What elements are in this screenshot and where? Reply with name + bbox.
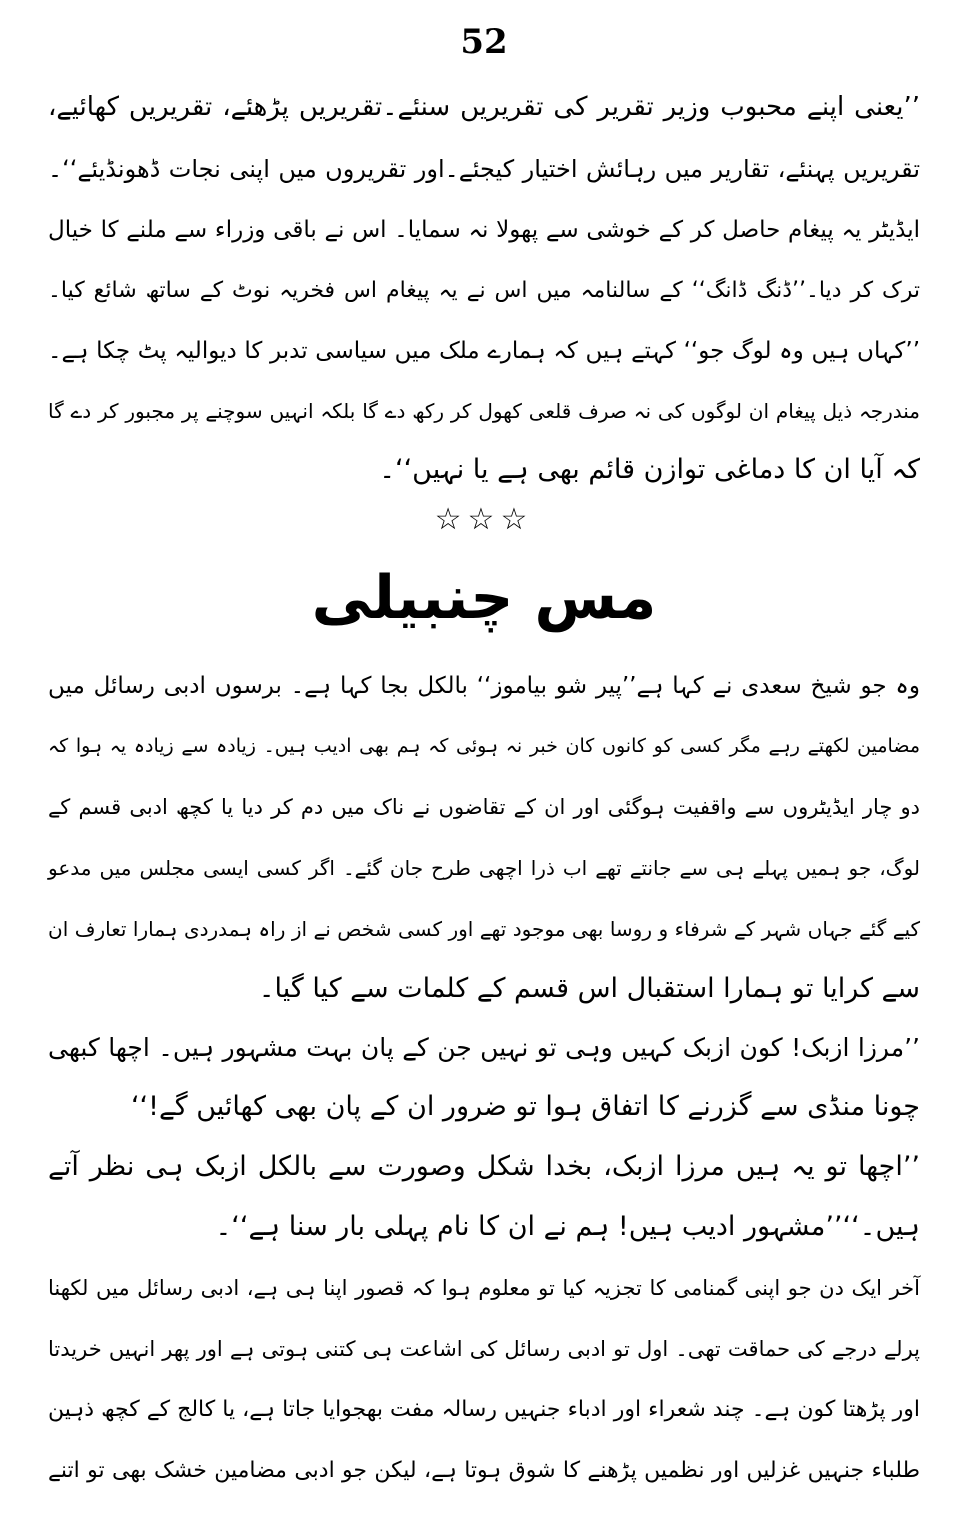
paragraph-line: ’’کہاں ہیں وہ لوگ جو‘‘ کہتے ہیں کہ ہمارے ملک میں سیاسی تدبر کا دیوالیہ پٹ چکا ہے۔ xyxy=(48,338,920,364)
paragraph-line: ’’مرزا ازبک! کون ازبک کہیں وہی تو نہیں جن کے پان بہت مشہور ہیں۔ اچھا کبھی xyxy=(48,1033,920,1062)
paragraph-line: دو چار ایڈیٹروں سے واقفیت ہوگئی اور ان کے تقاضوں نے ناک میں دم کر دیا یا کچھ ادبی قسم کے xyxy=(48,795,920,819)
paragraph-line: کیے گئے جہاں شہر کے شرفاء و روسا بھی موجود تھے اور کسی شخص نے از راہ ہمدردی ہمارا تعارف ان xyxy=(48,917,920,941)
page-number: 52 xyxy=(460,22,508,62)
paragraph-line: چونا منڈی سے گزرنے کا اتفاق ہوا تو ضرور ان کے پان بھی کھائیں گے!‘‘ xyxy=(130,1091,920,1122)
paragraph-line: کہ آیا ان کا دماغی توازن قائم بھی ہے یا نہیں‘‘۔ xyxy=(379,454,920,485)
paragraph-line: پرلے درجے کی حماقت تھی۔ اول تو ادبی رسائل کی اشاعت ہی کتنی ہوتی ہے اور پھر انہیں خریدتا xyxy=(48,1337,920,1361)
paragraph-line: مضامین لکھتے رہے مگر کسی کو کانوں کان خبر نہ ہوئی کہ ہم بھی ادیب ہیں۔ زیادہ سے زیادہ یہ ہوا کہ xyxy=(48,735,920,757)
paragraph-line: مندرجہ ذیل پیغام ان لوگوں کی نہ صرف قلعی کھول کر رکھ دے گا بلکہ انہیں سوچنے پر مجبور کر دے گا xyxy=(48,399,920,423)
star-separator: ☆☆☆ xyxy=(434,502,534,537)
paragraph-line: ’’یعنی اپنے محبوب وزیر تقریر کی تقریریں سنئے۔تقریریں پڑھئے، تقریریں کھائیے، xyxy=(48,92,920,122)
paragraph-line: لوگ، جو ہمیں پہلے ہی سے جانتے تھے اب ذرا اچھی طرح جان گئے۔ اگر کسی ایسی مجلس میں مدعو xyxy=(48,856,920,880)
paragraph-line: وہ جو شیخ سعدی نے کہا ہے’’پیر شو بیاموز‘‘ بالکل بجا کہا ہے۔ برسوں ادبی رسائل میں xyxy=(48,673,920,699)
paragraph-line: ایڈیٹر یہ پیغام حاصل کر کے خوشی سے پھولا نہ سمایا۔ اس نے باقی وزراء سے ملنے کا خیال xyxy=(48,217,920,243)
section-heading: مس چنبیلی xyxy=(311,563,657,633)
paragraph-line: طلباء جنہیں غزلیں اور نظمیں پڑھنے کا شوق ہوتا ہے، لیکن جو ادبی مضامین خشک بھی تو اتنے xyxy=(48,1458,920,1483)
paragraph-line: ترک کر دیا۔’’ڈنگ ڈانگ‘‘ کے سالنامہ میں اس نے یہ پیغام اس فخریہ نوٹ کے ساتھ شائع کیا۔ xyxy=(48,278,920,303)
paragraph-line: اور پڑھتا کون ہے۔ چند شعراء اور ادباء جنہیں رسالہ مفت بھجوایا جاتا ہے، یا کالج کے کچھ ذہین xyxy=(48,1397,920,1422)
paragraph-line: آخر ایک دن جو اپنی گمنامی کا تجزیہ کیا تو معلوم ہوا کہ قصور اپنا ہی ہے، ادبی رسائل میں لکھنا xyxy=(48,1276,920,1300)
paragraph-line: ’’اچھا تو یہ ہیں مرزا ازبک، بخدا شکل وصورت سے بالکل ازبک ہی نظر آتے xyxy=(48,1151,920,1182)
paragraph-line: تقریریں پہنئے، تقاریر میں رہائش اختیار کیجئے۔اور تقریروں میں اپنی نجات ڈھونڈیئے‘‘۔ xyxy=(48,155,920,183)
paragraph-line: ہیں۔‘‘’’مشہور ادیب ہیں! ہم نے ان کا نام پہلی بار سنا ہے‘‘۔ xyxy=(215,1211,920,1242)
paragraph-line: سے کرایا تو ہمارا استقبال اس قسم کے کلمات سے کیا گیا۔ xyxy=(258,973,920,1004)
